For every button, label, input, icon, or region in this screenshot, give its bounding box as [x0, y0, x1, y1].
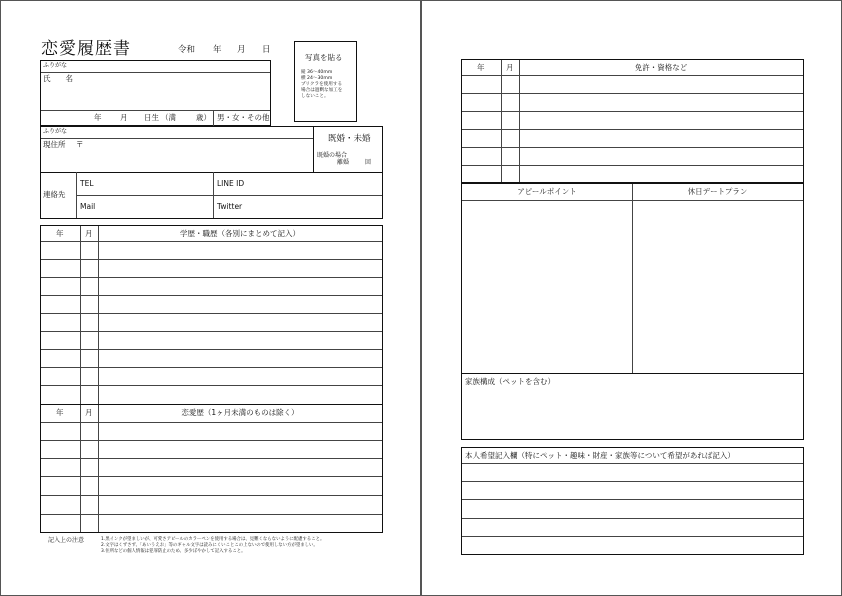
- date-year-label[interactable]: 年: [213, 45, 222, 55]
- photo-title: 写真を貼る: [305, 53, 343, 62]
- education-col-year: 年: [56, 229, 64, 238]
- twitter-field[interactable]: Twitter: [217, 202, 243, 211]
- photo-box[interactable]: [294, 41, 357, 122]
- license-col-year: 年: [477, 63, 485, 72]
- address-label: 現住所: [43, 140, 66, 149]
- name-furigana-field[interactable]: [81, 62, 266, 71]
- name-label: 氏 名: [43, 74, 73, 83]
- photo-note: 横 24～30mm: [301, 76, 333, 81]
- appeal-field[interactable]: [463, 202, 631, 371]
- wishes-title: 本人希望記入欄（特にペット・趣味・財産・家族等について希望があれば記入）: [465, 451, 735, 460]
- license-title: 免許・資格など: [634, 63, 688, 72]
- gender-selector[interactable]: 男・女・その他: [217, 113, 270, 122]
- postal-mark: 〒: [76, 140, 84, 149]
- family-field[interactable]: [463, 389, 802, 438]
- photo-note: しないこと。: [301, 94, 329, 99]
- date-month-label[interactable]: 月: [237, 45, 246, 55]
- notes-label: 記入上の注意: [48, 537, 85, 544]
- family-title: 家族構成（ペットを含む）: [465, 377, 555, 386]
- date-day-label[interactable]: 日: [262, 45, 271, 55]
- name-furigana-label: ふりがな: [43, 62, 68, 69]
- marital-status-selector[interactable]: 既婚・未婚: [328, 134, 371, 144]
- romance-col-year: 年: [56, 408, 64, 417]
- name-field[interactable]: [81, 75, 266, 107]
- era-label[interactable]: 令和: [178, 45, 196, 55]
- romance-title: 恋愛歴（1ヶ月未満のものは除く）: [181, 408, 299, 417]
- right-page: [421, 0, 842, 596]
- divorce-label: 離婚: [337, 159, 350, 166]
- education-title: 学歴・職歴（各別にまとめて記入）: [180, 229, 300, 238]
- line-id-field[interactable]: LINE ID: [217, 179, 245, 188]
- appeal-title: アピールポイント: [517, 187, 577, 196]
- document-title: 恋愛履歴書: [41, 39, 131, 59]
- romance-col-month: 月: [85, 408, 93, 417]
- notes-line: 1.黒インクが望ましいが、可愛さアピールのカラーペンを使用する場合は、見難くならないように配慮すること。: [101, 537, 325, 542]
- history-table: [40, 225, 383, 533]
- photo-note: プリクラを使用する: [301, 82, 343, 87]
- license-col-month: 月: [506, 63, 514, 72]
- age-close-label[interactable]: 歳）: [196, 113, 211, 122]
- address-field[interactable]: [87, 141, 309, 169]
- mail-field[interactable]: Mail: [80, 202, 96, 211]
- date-plan-field[interactable]: [634, 202, 802, 371]
- contact-label: 連絡先: [43, 190, 66, 199]
- age-open-label: （満: [161, 113, 176, 122]
- education-col-month: 月: [85, 229, 93, 238]
- birth-year-label[interactable]: 年: [94, 113, 102, 122]
- notes-line: 2.文字はくずさず、「あいうえお」等のギャル文字は読みにくいことこの上ないので使用しない方が望ましい。: [101, 543, 318, 548]
- divorce-count-field[interactable]: 回: [365, 159, 372, 166]
- photo-note: 縦 36～40mm: [301, 70, 333, 75]
- date-plan-title: 休日デートプラン: [687, 187, 748, 196]
- tel-field[interactable]: TEL: [80, 179, 94, 188]
- address-furigana-label: ふりがな: [43, 128, 68, 135]
- photo-note: 場合は過剰な加工を: [301, 88, 343, 93]
- address-furigana-field[interactable]: [81, 128, 309, 137]
- wishes-field[interactable]: [463, 465, 802, 553]
- notes-line: 3.住所などの個人情報は犯罪防止のため、多少ぼやかして記入すること。: [101, 549, 246, 554]
- birth-day-label[interactable]: 日生: [144, 113, 159, 122]
- birth-month-label[interactable]: 月: [120, 113, 128, 122]
- married-case-label: 既婚の場合: [317, 152, 348, 159]
